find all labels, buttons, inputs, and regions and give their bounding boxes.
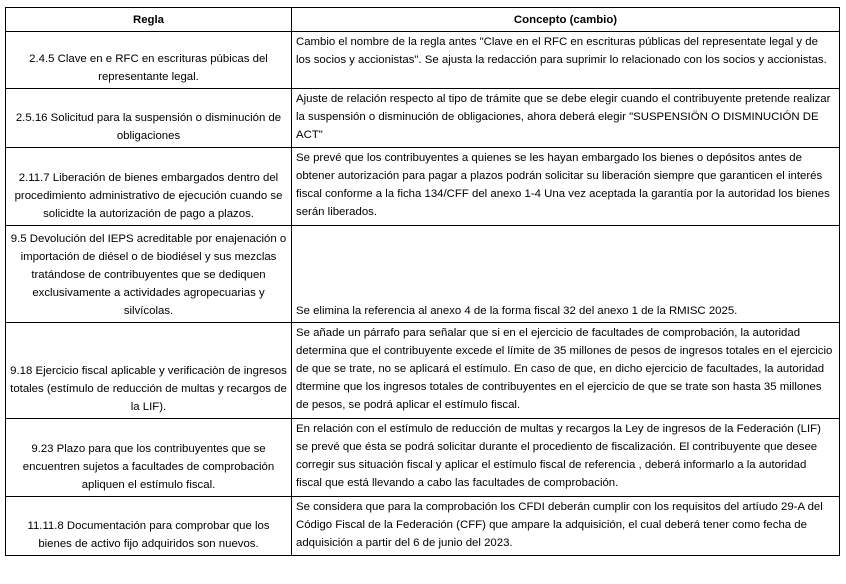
column-header-concept: Concepto (cambio)	[292, 8, 840, 32]
concept-cell: Se elimina la referencia al anexo 4 de la forma fiscal 32 del anexo 1 de la RMISC 2025.	[292, 226, 840, 323]
concept-cell: En relación con el estímulo de reducción de multas y recargos la Ley de ingresos de la Federación (LIF) se prevé que ésta se podrá solicitar durante el procediento de fiscalización. El contribuyente que desee corregir sus situación fiscal y aplicar el estímulo fiscal de referencia , deberá informarlo a la autoridad fiscal que está llevando a cabo las facultades de comprobación.	[292, 419, 840, 497]
table-row	[6, 323, 840, 419]
table-row	[6, 497, 840, 556]
table-row	[6, 226, 840, 323]
table-header-row	[6, 8, 840, 32]
table-row	[6, 89, 840, 148]
concept-cell: Cambio el nombre de la regla antes "Clave en el RFC en escrituras públicas del representate legal y de los socios y accionistas". Se ajusta la redacción para suprimir lo relacionado con los socios y accionistas.	[292, 32, 840, 89]
rule-cell: 9.5 Devolución del IEPS acreditable por enajenación o importación de diésel o de biodiésel y sus mezclas tratándose de contribuyentes que se dediquen exclusivamente a actividades agropecuarias y silvícolas.	[6, 226, 292, 323]
column-header-rule: Regla	[6, 8, 292, 32]
rule-cell: 9.18 Ejercicio fiscal aplicable y verificaciòn de ingresos totales (estímulo de reducción de multas y recargos de la LIF).	[6, 323, 292, 419]
concept-cell: Se añade un párrafo para señalar que si en el ejercicio de facultades de comprobación, la autoridad determina que el contribuyente excede el límite de 35 millones de pesos de ingresos totales en el ejercicio de que se trate, no se aplicará el estímulo. En caso de que, en dicho ejercicio de facultades, la autoridad dtermine que los ingresos totales de contribuyentes en el ejercicio de que se trate son hasta 35 millones de pesos, se podrá aplicar el estímulo fiscal.	[292, 323, 840, 419]
concept-cell: Se considera que para la comprobación los CFDI deberán cumplir con los requisitos del artíudo 29-A del Código Fiscal de la Federación (CFF) que ampare la adquisición, el cual deberá tener como fecha de adquisición a partir del 6 de junio del 2023.	[292, 497, 840, 556]
table-row	[6, 148, 840, 226]
rule-cell: 11.11.8 Documentación para comprobar que los bienes de activo fijo adquiridos son nuevos.	[6, 497, 292, 556]
concept-cell: Se prevé que los contribuyentes a quienes se les hayan embargado los bienes o depósitos antes de obtener autorización para pagar a plazos podrán solicitar su liberación siempre que garanticen el interés fiscal conforme a la ficha 134/CFF del anexo 1-4 Una vez aceptada la garantía por la autoridad los bienes serán liberados.	[292, 148, 840, 226]
rule-cell: 2.5.16 Solicitud para la suspensión o disminución de obligaciones	[6, 89, 292, 148]
table-row	[6, 32, 840, 89]
rule-cell: 2.4.5 Clave en e RFC en escrituras púbicas del representante legal.	[6, 32, 292, 89]
table-row	[6, 419, 840, 497]
rules-table	[5, 7, 840, 556]
rule-cell: 9.23 Plazo para que los contribuyentes que se encuentren sujetos a facultades de comprobación apliquen el estímulo fiscal.	[6, 419, 292, 497]
rule-cell: 2.11.7 Liberación de bienes embargados dentro del procedimiento administrativo de ejecución cuando se solicidte la autorización de pago a plazos.	[6, 148, 292, 226]
concept-cell: Ajuste de relación respecto al tipo de trámite que se debe elegir cuando el contribuyente pretende realizar la suspensión o disminución de obligaciones, ahora deberá elegir "SUSPENSIÖN O DISMINUCIÓN DE ACT"	[292, 89, 840, 148]
